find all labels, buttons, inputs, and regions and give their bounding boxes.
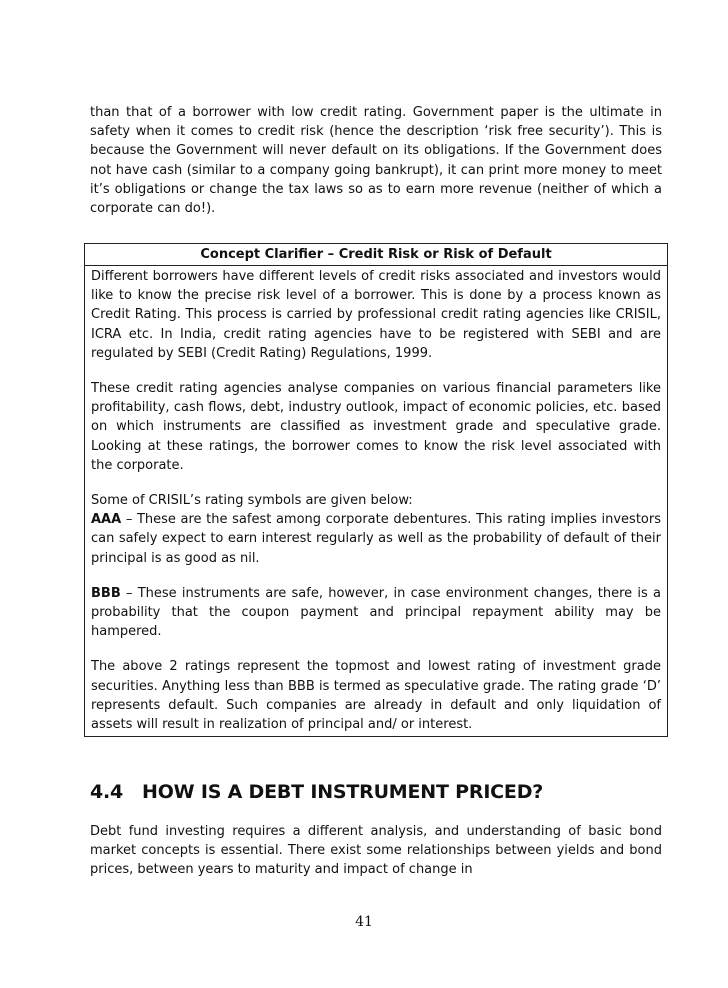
rating-symbols-intro: Some of CRISIL’s rating symbols are given below:	[91, 493, 413, 509]
section-number: 4.4	[90, 781, 124, 803]
page-number: 41	[355, 914, 373, 930]
section-title: HOW IS A DEBT INSTRUMENT PRICED?	[142, 781, 544, 803]
rating-summary-paragraph: The above 2 ratings represent the topmost and lowest rating of investment grade securities. Anything less than BBB is termed as speculative grade. The rating grade ‘D’ represents default. Such companies are already in default and only liquidation of assets will result in realization of principal and/ or interest.	[91, 659, 661, 733]
aaa-description: – These are the safest among corporate debentures. This rating implies investors can safely expect to earn interest regularly as well as the probability of default of their principal is as good as nil.	[91, 512, 661, 566]
concept-clarifier-title: Concept Clarifier – Credit Risk or Risk of Default	[85, 244, 667, 266]
credit-rating-paragraph: Different borrowers have different levels of credit risks associated and investors would like to know the precise risk level of a borrower. This is done by a process known as Credit Rating. This process is carried by professional credit rating agencies like CRISIL, ICRA etc. In India, credit rating agencies have to be registered with SEBI and are regulated by SEBI (Credit Rating) Regulations, 1999.	[91, 269, 661, 361]
intro-paragraph: than that of a borrower with low credit rating. Government paper is the ultimate in safety when it comes to credit risk (hence the description ‘risk free security’). This is because the Government will never default on its obligations. If the Government does not have cash (similar to a company going bankrupt), it can print more money to meet it’s obligations or change the tax laws so as to earn more revenue (neither of which a corporate can do!).	[90, 105, 662, 217]
bbb-description: – These instruments are safe, however, in case environment changes, there is a probability that the coupon payment and principal repayment ability may be hampered.	[91, 585, 661, 640]
aaa-rating-paragraph	[91, 510, 661, 568]
bbb-symbol: BBB	[91, 585, 121, 601]
rating-agencies-paragraph: These credit rating agencies analyse companies on various financial parameters like profitability, cash flows, debt, industry outlook, impact of economic policies, etc. based on which instruments are classified as investment grade and speculative grade. Looking at these ratings, the borrower comes to know the risk level associated with the corporate.	[91, 381, 661, 473]
bbb-rating-paragraph	[91, 584, 661, 642]
aaa-symbol: AAA	[91, 512, 122, 528]
debt-pricing-paragraph: Debt fund investing requires a different analysis, and understanding of basic bond market concepts is essential. There exist some relationships between yields and bond prices, between years to maturity and impact of change in	[90, 824, 662, 878]
concept-clarifier-box	[84, 243, 668, 737]
concept-clarifier-body	[85, 266, 667, 734]
section-heading	[90, 778, 670, 806]
